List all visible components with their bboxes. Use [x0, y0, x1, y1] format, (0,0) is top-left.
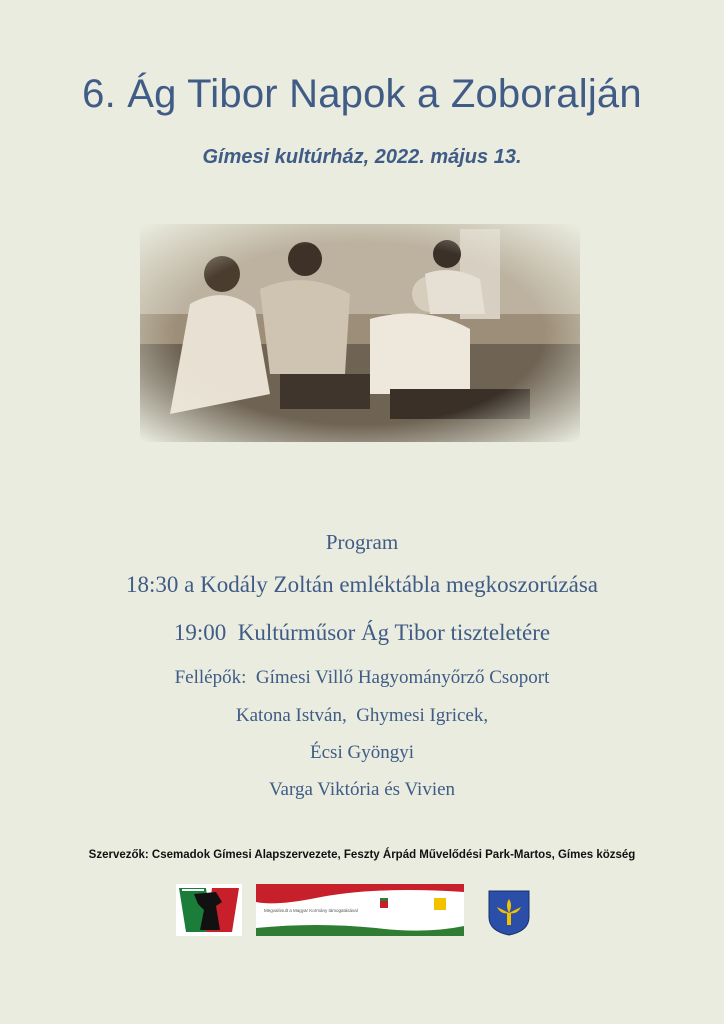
csemadok-logo	[176, 884, 242, 936]
program-heading: Program	[325, 530, 399, 554]
group-photo	[140, 224, 580, 442]
gimes-coat-of-arms	[487, 889, 531, 937]
program-item-wreath: 18:30 a Kodály Zoltán emléktábla megkoszorúzása	[126, 572, 598, 597]
performers-line: Écsi Gyöngyi	[310, 742, 414, 763]
program-item-show: 19:00 Kultúrműsor Ág Tibor tiszteletére	[173, 620, 551, 645]
hungarian-government-support-banner	[256, 884, 464, 936]
poster-title: 6. Ág Tibor Napok a Zoboralján	[82, 72, 642, 116]
performers-line: Katona István, Ghymesi Igricek,	[235, 705, 489, 726]
event-venue-date: Gímesi kultúrház, 2022. május 13.	[202, 146, 522, 168]
performers-line: Fellépők: Gímesi Villő Hagyományőrző Csoport	[174, 667, 550, 688]
organizers-text: Szervezők: Csemadok Gímesi Alapszervezete, Feszty Árpád Művelődési Park-Martos, Gímes község	[88, 849, 636, 861]
performers-line: Varga Viktória és Vivien	[268, 779, 456, 800]
banner-text: Megvalósult a Magyar Kormány támogatásával	[264, 908, 358, 913]
